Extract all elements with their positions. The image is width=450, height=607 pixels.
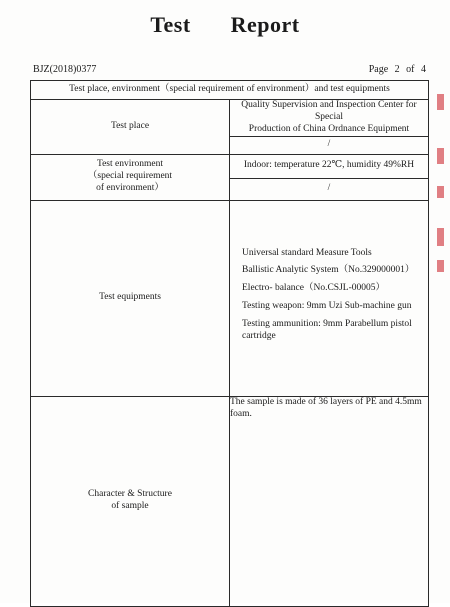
environment-label-line-1: Test environment — [96, 159, 164, 170]
test-place-label: Test place — [31, 100, 230, 155]
test-place-line-2: Production of China Ordnance Equipment — [248, 123, 410, 134]
test-info-table — [30, 80, 429, 607]
stamp-mark — [437, 148, 444, 164]
page-title: Test Report — [150, 12, 300, 37]
equipment-label: Test equipments — [31, 200, 230, 396]
equipment-list — [230, 248, 428, 343]
report-number: BJZ(2018)0377 — [33, 64, 97, 75]
stamp-mark — [437, 228, 444, 246]
equipment-item: Testing ammunition: 9mm Parabellum pistol cartridge — [242, 319, 412, 341]
sample-label — [31, 396, 230, 606]
stamp-mark — [437, 260, 444, 272]
test-place-value — [230, 100, 429, 137]
sample-value: The sample is made of 36 layers of PE and 4.5mm foam. — [230, 396, 429, 606]
stamp-mark — [437, 94, 444, 110]
equipment-item: Universal standard Measure Tools — [242, 247, 372, 258]
equipment-item: Ballistic Analytic System（No.329000001） — [242, 265, 415, 276]
equipment-item: Testing weapon: 9mm Uzi Sub-machine gun — [242, 301, 412, 312]
table-heading: Test place, environment（special requirement of environment）and test equipments — [31, 81, 429, 100]
environment-label-line-3: of environment） — [96, 183, 164, 194]
environment-label-line-2: （special requirement — [87, 171, 173, 182]
environment-value: Indoor: temperature 22℃, humidity 49%RH — [230, 154, 429, 178]
test-place-sub-value: / — [230, 136, 429, 154]
environment-label — [31, 154, 230, 200]
sample-label-line-1: Character & Structure — [88, 489, 172, 500]
test-place-line-1: Quality Supervision and Inspection Center for Special — [241, 100, 417, 122]
page-number: Page 2 of 4 — [368, 64, 426, 75]
equipment-item: Electro- balance（No.CSJL-00005） — [242, 283, 385, 294]
equipment-value — [230, 200, 429, 396]
environment-sub-value: / — [230, 178, 429, 200]
sample-label-line-2: of sample — [111, 501, 149, 512]
stamp-mark — [437, 186, 444, 198]
